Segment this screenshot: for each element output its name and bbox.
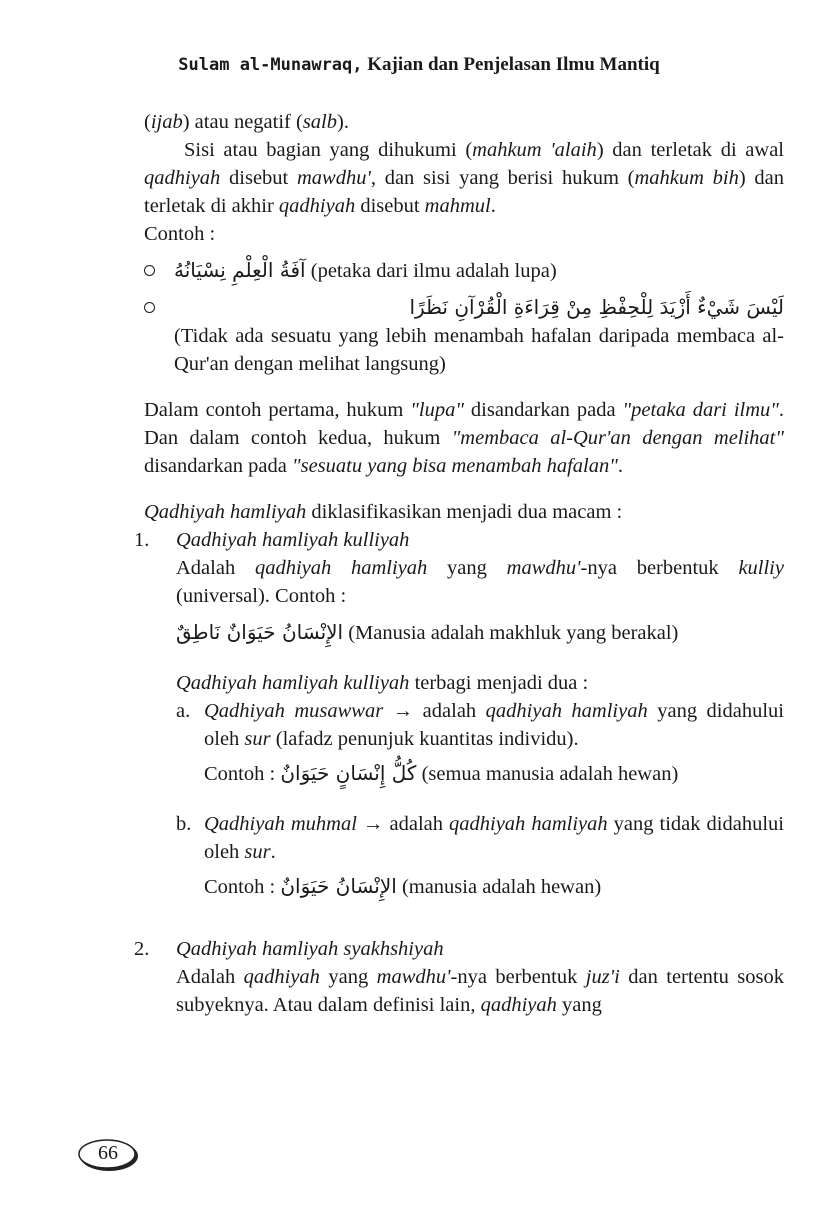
term: qadhiyah <box>144 167 221 189</box>
term: qadhiyah hamliyah <box>485 700 648 722</box>
quote: "membaca al-Qur'an dengan melihat" <box>451 427 784 449</box>
text: (universal). Contoh : <box>176 585 347 607</box>
text: yang <box>319 966 377 988</box>
sub-item-b <box>176 810 784 901</box>
term: sur <box>244 841 271 863</box>
sub-label: a. <box>176 700 191 722</box>
text: (lafadz penunjuk kuantitas individu). <box>270 728 579 750</box>
arrow-right-icon: → <box>362 813 384 835</box>
text: . <box>617 455 623 477</box>
sub-label: b. <box>176 813 192 835</box>
sub-item-a <box>176 697 784 788</box>
arabic-text: الإِنْسَانُ حَيَوَانٌ نَاطِقٌ <box>176 620 344 644</box>
text: disebut <box>355 195 425 217</box>
term: qadhiyah hamliyah <box>254 557 428 579</box>
text: yang tidak didahului oleh <box>204 813 784 863</box>
text: ( <box>144 111 151 133</box>
term: mawdhu' <box>296 167 371 189</box>
text: Dalam contoh pertama, hukum <box>144 399 411 421</box>
term: Qadhiyah hamliyah <box>144 501 307 523</box>
page-number <box>76 1137 140 1173</box>
term: mawdhu' <box>506 557 581 579</box>
running-header <box>0 54 838 76</box>
text: disandarkan pada <box>463 399 623 421</box>
text: yang <box>556 994 602 1016</box>
text: Adalah <box>176 557 255 579</box>
page-number-text: 66 <box>98 1142 118 1164</box>
term: kulliy <box>738 557 784 579</box>
header-title-rest: Kajian dan Penjelasan Ilmu Mantiq <box>362 54 660 75</box>
term: qadhiyah <box>278 195 356 217</box>
text: Sisi atau bagian yang dihukumi ( <box>184 139 473 161</box>
list-item-1 <box>134 526 784 901</box>
list-number: 2. <box>134 938 150 960</box>
text: yang <box>427 557 507 579</box>
text: , dan sisi yang berisi hukum ( <box>370 167 635 189</box>
example-1 <box>144 256 784 285</box>
term: mahkum bih <box>634 167 739 189</box>
split-line <box>176 669 784 697</box>
term: sur <box>244 728 271 750</box>
arabic-text: آفَةُ الْعِلْمِ نِسْيَانُهُ <box>174 258 306 282</box>
text: . Dan dalam contoh kedua, hukum <box>144 399 784 449</box>
term-ijab: ijab <box>150 111 183 133</box>
page-body <box>134 108 785 1019</box>
contoh-label: Contoh : <box>144 223 216 245</box>
example-line <box>204 872 784 901</box>
arabic-text: لَيْسَ شَيْءٌ أَزْيَدَ لِلْحِفْظِ مِنْ قِرَاءَةِ الْقُرْآنِ نَظَرًا <box>409 295 784 319</box>
quote: "lupa" <box>410 399 464 421</box>
list-number: 1. <box>134 529 150 551</box>
term: qadhiyah <box>243 966 320 988</box>
term: Qadhiyah musawwar <box>204 700 384 722</box>
text: ). <box>337 111 349 133</box>
example-line <box>176 618 784 647</box>
text: ) dan terletak di awal <box>596 139 785 161</box>
example-line <box>204 759 784 788</box>
item-description <box>176 554 784 610</box>
text: disandarkan pada <box>144 455 292 477</box>
text: -nya berbentuk <box>580 557 739 579</box>
paragraph-explanation <box>144 396 784 480</box>
gloss: (semua manusia adalah hewan) <box>421 763 679 785</box>
text: Adalah <box>176 966 244 988</box>
term: mawdhu' <box>376 966 451 988</box>
text: adalah <box>413 700 486 722</box>
text: ) atau negatif ( <box>182 111 303 133</box>
text: ) dan terletak di akhir <box>144 167 784 217</box>
gloss: (petaka dari ilmu adalah lupa) <box>310 260 557 282</box>
paragraph-mawdhu-mahmul <box>144 136 784 220</box>
text: yang didahului oleh <box>204 700 784 750</box>
term-salb: salb <box>302 111 338 133</box>
example-2 <box>144 293 784 378</box>
term: Qadhiyah hamliyah kulliyah <box>176 672 410 694</box>
term: qadhiyah hamliyah <box>449 813 608 835</box>
contoh-label: Contoh : <box>204 876 276 898</box>
header-title-mono: Sulam al-Munawraq, <box>178 55 363 75</box>
term: mahkum 'alaih <box>472 139 597 161</box>
text: -nya berbentuk <box>450 966 586 988</box>
text: . <box>490 195 496 217</box>
text: adalah <box>383 813 450 835</box>
arrow-right-icon: → <box>392 700 414 722</box>
arabic-text: كُلُّ إِنْسَانٍ حَيَوَانٌ <box>280 761 417 785</box>
term: qadhiyah <box>480 994 557 1016</box>
list-item-2 <box>134 935 785 1019</box>
term: juz'i <box>585 966 620 988</box>
sub-description <box>204 697 784 753</box>
text: dan tertentu sosok subyeknya. Atau dalam definisi lain, <box>176 966 785 1016</box>
text: disebut <box>220 167 297 189</box>
quote: "petaka dari ilmu" <box>622 399 779 421</box>
contoh-label: Contoh : <box>204 763 276 785</box>
text: diklasifikasikan menjadi dua macam : <box>306 501 623 523</box>
sub-description <box>204 810 784 866</box>
term: Qadhiyah muhmal <box>204 813 357 835</box>
gloss: (Manusia adalah makhluk yang berakal) <box>348 622 679 644</box>
term: mahmul <box>424 195 491 217</box>
item-title: Qadhiyah hamliyah syakhshiyah <box>176 938 444 960</box>
paragraph-ijab-salb <box>144 108 784 136</box>
text: . <box>270 841 276 863</box>
item-description <box>176 963 784 1019</box>
item-title: Qadhiyah hamliyah kulliyah <box>176 529 410 551</box>
gloss: (Tidak ada sesuatu yang lebih menambah hafalan daripada membaca al-Qur'an dengan melihat langsung) <box>174 325 784 375</box>
bullet-circle-icon <box>144 302 155 313</box>
paragraph-classification <box>144 498 784 526</box>
gloss: (manusia adalah hewan) <box>401 876 602 898</box>
arabic-text: الإِنْسَانُ حَيَوَانٌ <box>280 874 397 898</box>
quote: "sesuatu yang bisa menambah hafalan" <box>292 455 618 477</box>
text: terbagi menjadi dua : <box>409 672 589 694</box>
bullet-circle-icon <box>144 265 155 276</box>
